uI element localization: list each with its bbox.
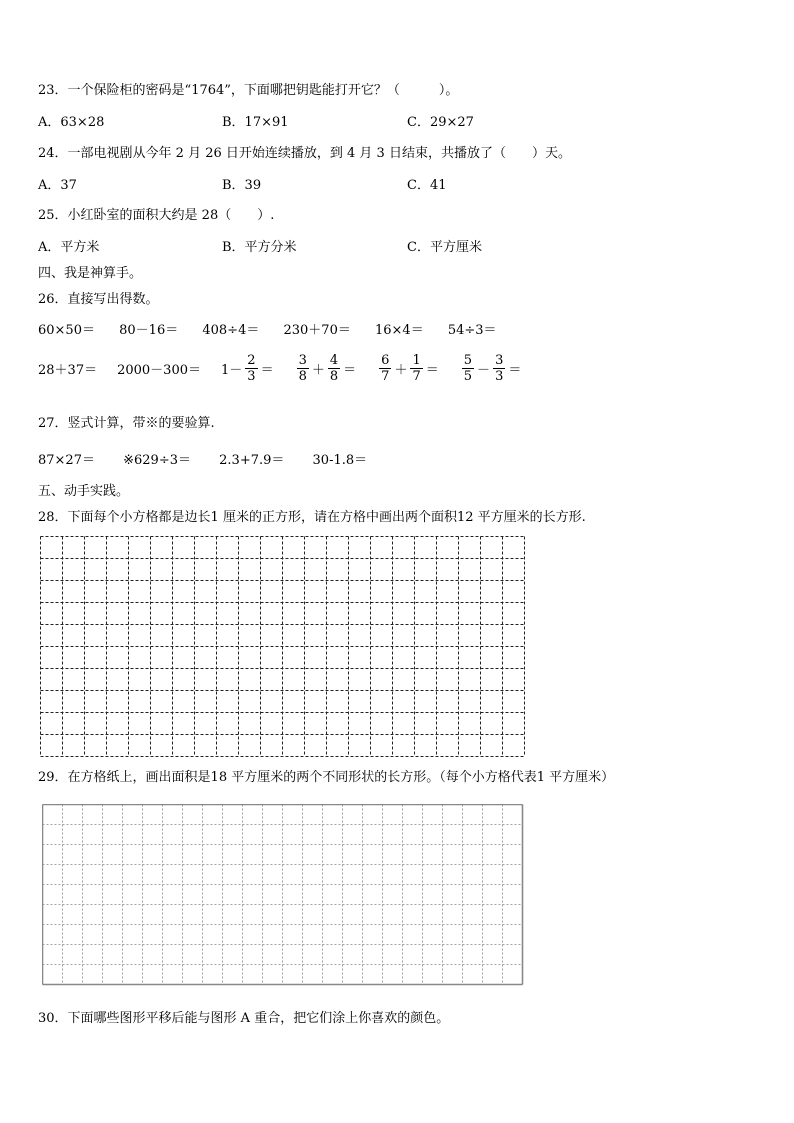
question-30: 30．下面哪些图形平移后能与图形 A 重合，把它们涂上你喜欢的颜色。	[38, 1011, 450, 1026]
denominator: 8	[298, 368, 307, 384]
equals-sign: ＝	[508, 362, 522, 378]
q26-item: 60×50＝	[38, 323, 95, 338]
q26-fraction-expr-4	[459, 353, 522, 384]
question-27: 27．竖式计算，带※的要验算.	[38, 416, 215, 431]
numerator: 4	[329, 352, 339, 368]
equals-sign: ＝	[260, 362, 274, 378]
question-25: 25．小红卧室的面积大约是 28（ ）.	[38, 208, 275, 223]
q26-item: 54÷3＝	[447, 323, 497, 338]
numerator: 5	[463, 352, 473, 368]
q27-items	[38, 453, 387, 469]
q26-fraction-expr-3	[376, 353, 439, 384]
q27-item: 2.3+7.9＝	[219, 453, 285, 468]
fraction	[328, 353, 340, 384]
q24-option-b: B．39	[222, 178, 262, 193]
q26-item: 16×4＝	[374, 323, 424, 338]
q26-item: 408÷4＝	[202, 323, 260, 338]
q26-item: 230＋70＝	[283, 323, 351, 338]
q26-item: 28＋37＝	[38, 362, 98, 378]
q26-item: 2000－300＝	[117, 362, 201, 378]
square-grid-q28[interactable]	[40, 536, 528, 759]
q24-option-c: C．41	[407, 178, 447, 193]
operator: ＋	[394, 362, 408, 378]
q27-item: 30-1.8＝	[312, 453, 368, 468]
q23-option-c: C．29×27	[407, 115, 474, 130]
q27-item: 87×27＝	[38, 453, 95, 468]
fraction	[245, 353, 257, 384]
fraction	[379, 353, 391, 384]
question-28: 28．下面每个小方格都是边长1 厘米的正方形，请在方格中画出两个面积12 平方厘米的长方形.	[38, 510, 586, 525]
denominator: 3	[495, 368, 504, 384]
operator: －	[477, 362, 491, 378]
equals-sign: ＝	[425, 362, 439, 378]
denominator: 3	[247, 368, 256, 384]
fraction	[297, 353, 309, 384]
question-24: 24．一部电视剧从今年 2 月 26 日开始连续播放，到 4 月 3 日结束，共播放了（ ）天。	[38, 146, 571, 161]
denominator: 8	[329, 368, 339, 384]
numerator: 6	[381, 352, 390, 368]
operator: ＋	[311, 362, 325, 378]
fraction	[410, 353, 422, 384]
question-23: 23．一个保险柜的密码是“1764”，下面哪把钥匙能打开它？（ ）。	[38, 83, 459, 98]
q23-option-a: A．63×28	[38, 115, 105, 130]
q26-row-1	[38, 323, 517, 339]
q25-option-c: C．平方厘米	[407, 240, 482, 255]
denominator: 7	[381, 368, 390, 384]
denominator: 5	[463, 368, 473, 384]
numerator: 3	[495, 352, 504, 368]
denominator: 7	[412, 368, 421, 384]
q26-item: 80－16＝	[119, 323, 179, 338]
section-4-heading: 四、我是神算手。	[38, 266, 143, 281]
q26-fraction-expr-1	[221, 353, 274, 384]
numerator: 2	[247, 352, 256, 368]
q25-option-a: A．平方米	[38, 240, 100, 255]
numerator: 1	[412, 352, 421, 368]
question-26: 26．直接写出得数。	[38, 292, 159, 307]
square-grid-q29[interactable]	[42, 804, 526, 987]
q25-option-b: B．平方分米	[222, 240, 297, 255]
equals-sign: ＝	[343, 362, 357, 378]
q27-item: ※629÷3＝	[123, 453, 191, 468]
q26-row-2	[38, 348, 541, 388]
q24-option-a: A．37	[38, 178, 77, 193]
numerator: 3	[298, 352, 307, 368]
q26-fraction-expr-2	[294, 353, 357, 384]
section-5-heading: 五、动手实践。	[38, 484, 130, 499]
fraction	[493, 353, 505, 384]
expr-lead: 1－	[221, 362, 243, 378]
fraction	[462, 353, 474, 384]
question-29: 29．在方格纸上，画出面积是18 平方厘米的两个不同形状的长方形。（每个小方格代表1 平方厘米）	[38, 770, 615, 785]
q23-option-b: B．17×91	[222, 115, 289, 130]
